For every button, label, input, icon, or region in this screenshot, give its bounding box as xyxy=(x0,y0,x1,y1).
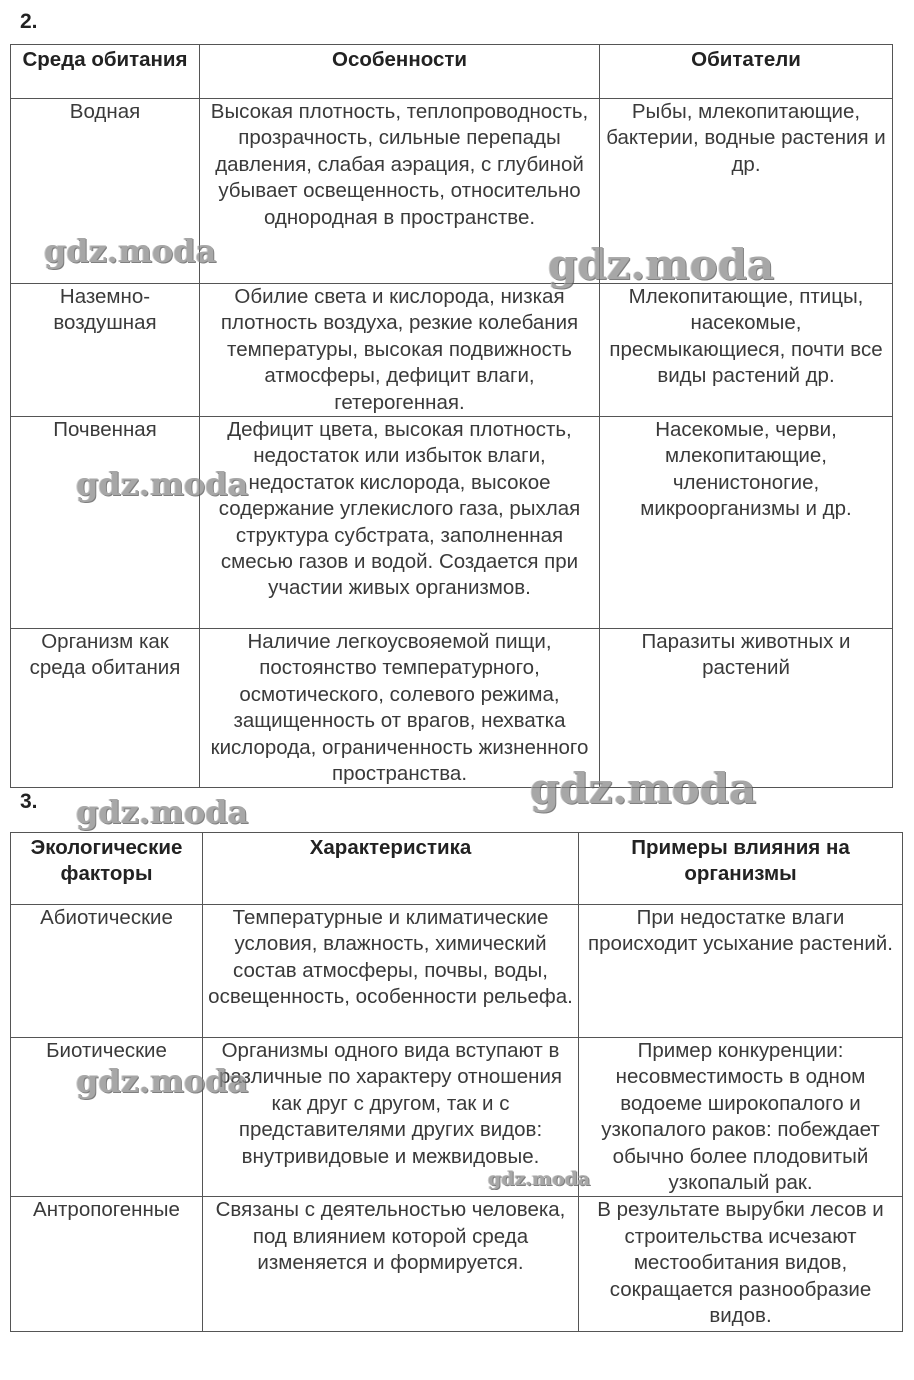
factors-table xyxy=(10,832,903,1332)
cell-factor: Антропогенные xyxy=(11,1197,203,1332)
table-row xyxy=(11,99,893,284)
cell-example: При недостатке влаги происходит усыхание растений. xyxy=(579,905,903,1038)
header-inhabitants: Обитатели xyxy=(600,45,893,99)
watermark: gdz.moda xyxy=(76,465,249,503)
watermark: gdz.moda xyxy=(548,240,775,289)
watermark: gdz.moda xyxy=(488,1168,591,1190)
watermark: gdz.moda xyxy=(44,232,217,270)
watermark: gdz.moda xyxy=(76,1062,249,1100)
cell-description: Связаны с деятельностью человека, под влиянием которой среда изменяется и формируется. xyxy=(203,1197,579,1332)
cell-factor: Абиотические xyxy=(11,905,203,1038)
cell-description: Организмы одного вида вступают в различные по характеру отношения как друг с другом, так и с представителями других видов: внутривидовые и межвидовые. xyxy=(203,1038,579,1197)
habitat-table xyxy=(10,44,893,788)
cell-example: В результате вырубки лесов и строительства исчезают местообитания видов, сокращается разнообразие видов. xyxy=(579,1197,903,1332)
habitat-table-header xyxy=(11,45,893,99)
cell-inhabitants: Рыбы, млекопитающие, бактерии, водные растения и др. xyxy=(600,99,893,284)
cell-inhabitants: Паразиты животных и растений xyxy=(600,629,893,788)
cell-features: Дефицит цвета, высокая плотность, недостаток или избыток влаги, недостаток кислорода, высокое содержание углекислого газа, рыхлая структура субстрата, заполненная смесью газов и водой. Создается при участии живых организмов. xyxy=(200,417,600,629)
table-row xyxy=(11,417,893,629)
cell-example: Пример конкуренции: несовместимость в одном водоеме широкопалого и узкопалого раков: побеждает обычно более плодовитый узкопалый рак. xyxy=(579,1038,903,1197)
cell-env: Водная xyxy=(11,99,200,284)
task3-number: 3. xyxy=(20,790,38,813)
cell-inhabitants: Млекопитающие, птицы, насекомые, пресмыкающиеся, почти все виды растений др. xyxy=(600,284,893,417)
header-examples: Примеры влияния на организмы xyxy=(579,833,903,905)
table-row xyxy=(11,905,903,1038)
header-features: Особенности xyxy=(200,45,600,99)
table-row xyxy=(11,1038,903,1197)
cell-factor: Биотические xyxy=(11,1038,203,1197)
cell-description: Температурные и климатические условия, влажность, химический состав атмосферы, почвы, воды, освещенность, особенности рельефа. xyxy=(203,905,579,1038)
cell-features: Наличие легкоусвояемой пищи, постоянство температурного, осмотического, солевого режима, защищенность от врагов, нехватка кислорода, ограниченность жизненного пространства. xyxy=(200,629,600,788)
cell-env: Организм как среда обитания xyxy=(11,629,200,788)
header-habitat: Среда обитания xyxy=(11,45,200,99)
cell-features: Обилие света и кислорода, низкая плотность воздуха, резкие колебания температуры, высокая подвижность атмосферы, дефицит влаги, гетерогенная. xyxy=(200,284,600,417)
watermark: gdz.moda xyxy=(530,764,757,813)
watermark: gdz.moda xyxy=(76,793,249,831)
task2-number: 2. xyxy=(20,10,38,33)
cell-env: Наземно-воздушная xyxy=(11,284,200,417)
factors-table-header xyxy=(11,833,903,905)
table-row xyxy=(11,284,893,417)
table-row xyxy=(11,1197,903,1332)
header-description: Характеристика xyxy=(203,833,579,905)
cell-features: Высокая плотность, теплопроводность, прозрачность, сильные перепады давления, слабая аэрация, с глубиной убывает освещенность, относительно однородная в пространстве. xyxy=(200,99,600,284)
table-row xyxy=(11,629,893,788)
header-factors: Экологические факторы xyxy=(11,833,203,905)
cell-env: Почвенная xyxy=(11,417,200,629)
cell-inhabitants: Насекомые, черви, млекопитающие, членистоногие, микроорганизмы и др. xyxy=(600,417,893,629)
